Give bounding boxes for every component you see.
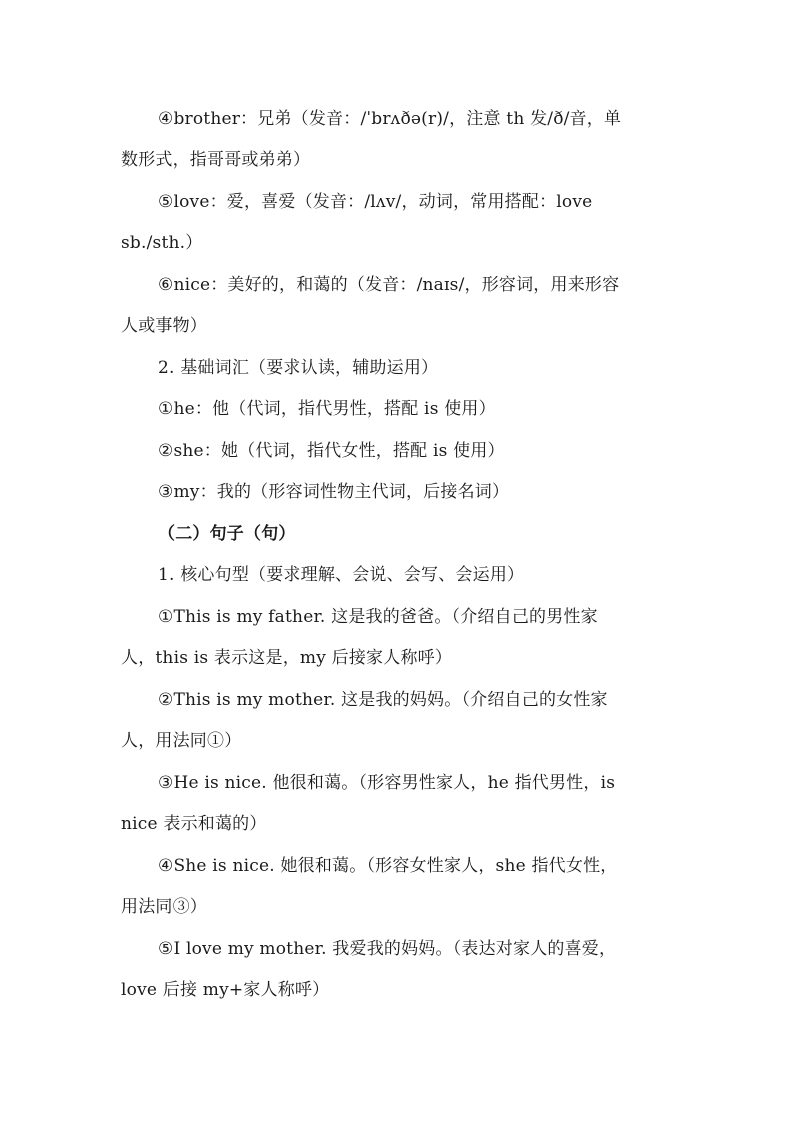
text-line: 2. 基础词汇（要求认读，辅助运用）: [158, 358, 439, 378]
text-line: 数形式，指哥哥或弟弟）: [121, 150, 311, 170]
text-line: ⑤I love my mother. 我爱我的妈妈。（表达对家人的喜爱，: [158, 939, 617, 959]
text-line: ⑥nice：美好的，和蔼的（发音：/naɪs/，形容词，用来形容: [158, 275, 620, 295]
text-line: love 后接 my+家人称呼）: [121, 980, 330, 1000]
text-line: ③He is nice. 他很和蔼。（形容男性家人，he 指代男性，is: [158, 773, 616, 793]
text-line: 人，this is 表示这是，my 后接家人称呼）: [121, 648, 453, 668]
text-line: 1. 核心句型（要求理解、会说、会写、会运用）: [158, 565, 525, 585]
text-line: ④She is nice. 她很和蔼。（形容女性家人，she 指代女性，: [158, 856, 618, 876]
text-line: ④brother：兄弟（发音：/ˈbrʌðə(r)/，注意 th 发/ð/音，单: [158, 109, 622, 129]
text-line: nice 表示和蔼的）: [121, 814, 267, 834]
text-line: 用法同③）: [121, 897, 207, 917]
text-line: 人，用法同①）: [121, 731, 242, 751]
text-line: ①This is my father. 这是我的爸爸。（介绍自己的男性家: [158, 607, 598, 627]
section-heading: （二）句子（句）: [158, 524, 296, 544]
text-line: sb./sth.）: [121, 233, 203, 253]
text-line: ⑤love：爱，喜爱（发音：/lʌv/，动词，常用搭配：love: [158, 192, 593, 212]
text-line: ①he：他（代词，指代男性，搭配 is 使用）: [158, 399, 496, 419]
text-line: ②This is my mother. 这是我的妈妈。（介绍自己的女性家: [158, 690, 608, 710]
text-line: 人或事物）: [121, 316, 207, 336]
text-line: ③my：我的（形容词性物主代词，后接名词）: [158, 482, 510, 502]
text-line: ②she：她（代词，指代女性，搭配 is 使用）: [158, 441, 505, 461]
